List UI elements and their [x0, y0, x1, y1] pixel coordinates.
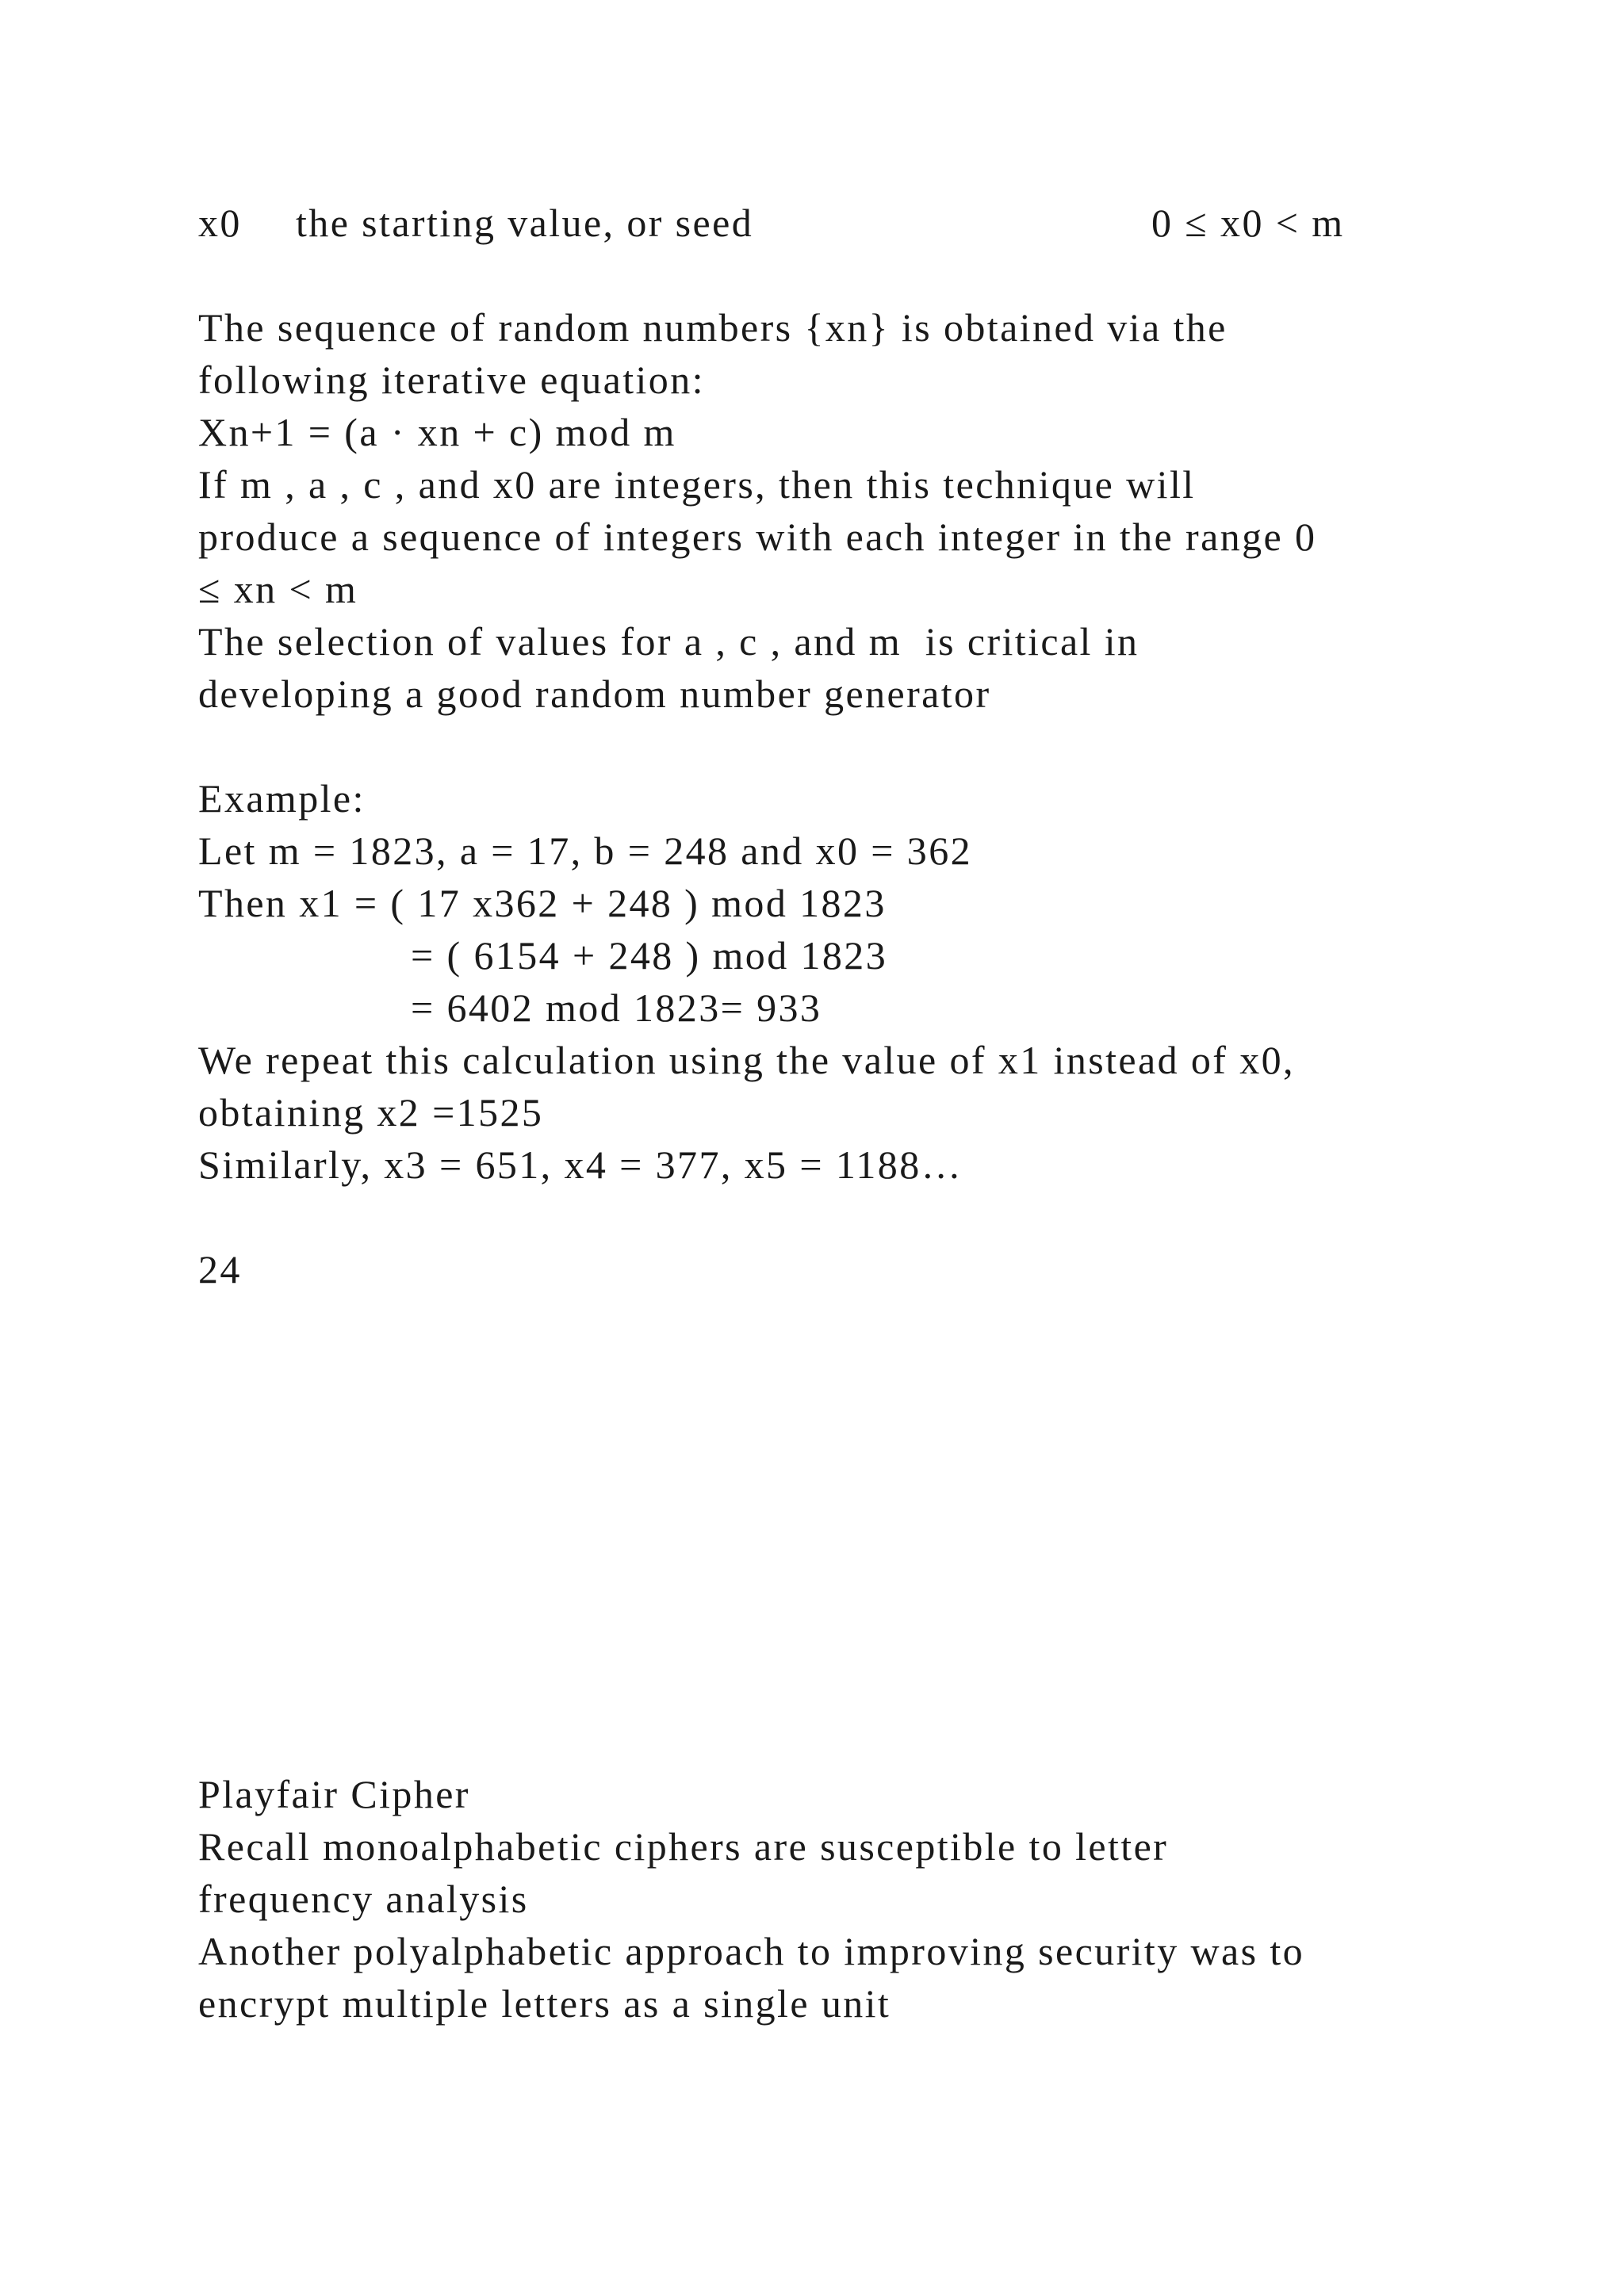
- section-title: Playfair Cipher: [198, 1772, 470, 1816]
- text-line: encrypt multiple letters as a single unit: [198, 1981, 891, 2026]
- example-line: We repeat this calculation using the value of x1 instead of x0,: [198, 1038, 1295, 1082]
- text-line: frequency analysis: [198, 1877, 529, 1921]
- text-line: The selection of values for a , c , and m is critical in: [198, 619, 1139, 664]
- example-line: obtaining x2 =1525: [198, 1090, 544, 1135]
- text-line: produce a sequence of integers with each integer in the range 0: [198, 515, 1317, 559]
- text-line: Recall monoalphabetic ciphers are susceptible to letter: [198, 1824, 1169, 1869]
- text-line: Another polyalphabetic approach to improving security was to: [198, 1929, 1305, 1973]
- text-line: If m , a , c , and x0 are integers, then this technique will: [198, 462, 1196, 507]
- lcg-equation: Xn+1 = (a · xn + c) mod m: [198, 410, 676, 454]
- example-line: = 6402 mod 1823= 933: [411, 985, 822, 1030]
- seed-symbol: x0: [198, 201, 242, 245]
- text-line: ≤ xn < m: [198, 567, 358, 611]
- example-line: Similarly, x3 = 651, x4 = 377, x5 = 1188…: [198, 1142, 963, 1187]
- example-line: = ( 6154 + 248 ) mod 1823: [411, 933, 888, 978]
- seed-description: the starting value, or seed: [296, 201, 754, 245]
- text-line: The sequence of random numbers {xn} is obtained via the: [198, 305, 1228, 350]
- example-line: Let m = 1823, a = 17, b = 248 and x0 = 362: [198, 828, 972, 873]
- text-line: developing a good random number generator: [198, 672, 991, 716]
- example-line: Then x1 = ( 17 x362 + 248 ) mod 1823: [198, 881, 887, 925]
- seed-range: 0 ≤ x0 < m: [1151, 201, 1345, 245]
- example-heading: Example:: [198, 776, 366, 821]
- page-number: 24: [198, 1247, 242, 1292]
- text-line: following iterative equation:: [198, 358, 705, 402]
